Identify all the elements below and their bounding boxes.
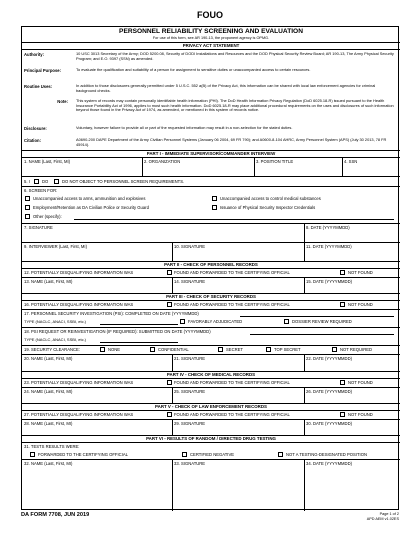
item12-label: 12. POTENTIALLY DISQUALIFYING INFORMATION WAS — [24, 270, 134, 275]
name-20[interactable]: 20. NAME (Last, First, MI) — [24, 356, 73, 361]
item23-label: 23. POTENTIALLY DISQUALIFYING INFORMATION WAS — [24, 380, 134, 385]
signature-29[interactable]: 29. SIGNATURE — [174, 421, 206, 426]
clearance-not-required: NOT REQUIRED — [340, 347, 373, 352]
note-label: Note: — [57, 99, 68, 104]
p4-not-found-checkbox[interactable] — [340, 380, 345, 385]
secret-checkbox[interactable] — [218, 347, 223, 352]
p2-not-found-checkbox[interactable] — [340, 270, 345, 275]
item16-label: 16. POTENTIALLY DISQUALIFYING INFORMATION WAS — [24, 302, 134, 307]
name-24[interactable]: 24. NAME (Last, First, MI) — [24, 389, 73, 394]
note-text: This system of records may contain personally identifiable health information (PHI). The DoD Health Information Privacy Regulation (DoD 6025.18-R) issued pursuant to the Health Insurance Portability Act of 1996, applies to most such health information. DoD 6025.18-R may place additional procedural requirements on the uses and disclosures of such information beyond those found in the Privacy Act of 1974, as amended, or mentioned in this system of records notice. — [76, 98, 394, 113]
signature-10[interactable]: 10. SIGNATURE — [174, 244, 206, 249]
divider — [304, 242, 305, 261]
fouo-marking: FOUO — [197, 10, 223, 20]
date-11[interactable]: 11. DATE (YYYYMMDD) — [306, 244, 352, 249]
psi-date-field[interactable] — [240, 316, 394, 317]
signature-14[interactable]: 14. SIGNATURE — [174, 279, 206, 284]
divider — [22, 268, 400, 269]
divider — [304, 387, 305, 403]
opt-credentials: Issuance of Physical Security Inspector Credentials — [220, 205, 316, 210]
forwarded-label: FORWARDED TO THE CERTIFYING OFFICIAL — [38, 452, 128, 457]
not-required-checkbox[interactable] — [332, 347, 337, 352]
medical-checkbox[interactable] — [212, 196, 217, 201]
date-15[interactable]: 15. DATE (YYYYMMDD) — [306, 279, 352, 284]
p3-not-found: NOT FOUND — [348, 302, 373, 307]
favorably-label: FAVORABLY ADJUDICATED — [188, 319, 243, 324]
item17-type: TYPE (NACLC, ANACI, SSBI, etc.) — [24, 319, 87, 324]
item17-label: 17. PERSONNEL SECURITY INVESTIGATION (PSI): COMPLETED ON DATE (YYYYMMDD) — [24, 311, 199, 316]
date-34[interactable]: 34. DATE (YYYYMMDD) — [306, 461, 352, 466]
divider — [22, 277, 400, 278]
divider — [172, 459, 173, 511]
name-32[interactable]: 32. NAME (Last, First, MI) — [24, 461, 73, 466]
do-not-checkbox[interactable] — [54, 179, 59, 184]
divider — [22, 419, 400, 420]
divider — [304, 223, 305, 242]
other-specify-field[interactable] — [74, 219, 394, 220]
part6-heading: PART VI - RESULTS OF RANDOM / DIRECTED DRUG TESTING — [146, 436, 276, 441]
p5-not-found-checkbox[interactable] — [340, 412, 345, 417]
citation-label: Citation: — [24, 138, 41, 143]
forwarded-checkbox[interactable] — [30, 452, 35, 457]
psi-type-field[interactable] — [100, 324, 178, 325]
signature-33[interactable]: 33. SIGNATURE — [174, 461, 206, 466]
item5-prefix: 5. I — [24, 179, 30, 184]
p3-not-found-checkbox[interactable] — [340, 302, 345, 307]
favorably-checkbox[interactable] — [180, 319, 185, 324]
psi-request-type-field[interactable] — [100, 342, 178, 343]
form-frame — [21, 26, 399, 510]
name-28[interactable]: 28. NAME (Last, First, MI) — [24, 421, 73, 426]
version: APD AEM v1.02ES — [366, 516, 399, 521]
divider — [254, 157, 255, 176]
divider — [22, 410, 400, 411]
divider — [22, 354, 400, 355]
divider — [172, 354, 173, 371]
p4-found-checkbox[interactable] — [167, 380, 172, 385]
divider — [22, 378, 400, 379]
divider — [22, 387, 400, 388]
p3-found-checkbox[interactable] — [167, 302, 172, 307]
divider — [172, 387, 173, 403]
date-8[interactable]: 8. DATE (YYYYMMDD) — [306, 225, 350, 230]
dossier-label: DOSSIER REVIEW REQUIRED — [292, 319, 352, 324]
item19-label: 19. SECURITY CLEARANCE: — [24, 347, 81, 352]
clearance-secret: SECRET — [226, 347, 243, 352]
none-checkbox[interactable] — [100, 347, 105, 352]
certified-negative-checkbox[interactable] — [182, 452, 187, 457]
item18-label: 18. PSI REQUEST OR REINVESTIGATION (IF REQUIRED): SUBMITTED ON DATE (YYYYMMDD) — [24, 329, 211, 334]
part3-heading: PART III - CHECK OF SECURITY RECORDS — [166, 294, 256, 299]
do-checkbox[interactable] — [34, 179, 39, 184]
item5-do: DO — [42, 179, 49, 184]
screen-for-label: 6. SCREEN FOR: — [24, 188, 58, 193]
divider — [22, 157, 400, 158]
name-field-1[interactable]: 1. NAME (Last, First, MI) — [24, 159, 71, 164]
divider — [22, 459, 400, 460]
authority-text: 10 USC 3013 Secretary of the Army; DOD 5200.08, Security of DODI Installations and Resources and the DOD Physical Security Review Board; AR 190-13, The Army Physical Security Program; and E.O. 9397 (SSN) as amended. — [76, 51, 394, 61]
page-info — [367, 512, 399, 521]
form-title: PERSONNEL RELIABILITY SCREENING AND EVALUATION — [119, 28, 303, 35]
clearance-confidential: CONFIDENTIAL — [158, 347, 189, 352]
not-testing-checkbox[interactable] — [278, 452, 283, 457]
opt-medical: Unaccompanied access to control medical substances — [220, 196, 321, 201]
date-22[interactable]: 22. DATE (YYYYMMDD) — [306, 356, 352, 361]
clearance-top-secret: TOP SECRET — [274, 347, 301, 352]
p2-not-found: NOT FOUND — [348, 270, 373, 275]
purpose-text: To evaluate the qualification and suitability of a person for assignment to sensitive duties or unaccompanied access to certain resources. — [76, 67, 311, 72]
divider — [22, 186, 400, 187]
page-number: Page 1 of 2 — [379, 512, 399, 516]
item27-label: 27. POTENTIALLY DISQUALIFYING INFORMATION WAS — [24, 412, 134, 417]
divider — [22, 300, 400, 301]
p4-found: FOUND AND FORWARDED TO THE CERTIFYING OFFICIAL — [174, 380, 290, 385]
divider — [22, 327, 400, 328]
p5-not-found: NOT FOUND — [348, 412, 373, 417]
dossier-checkbox[interactable] — [284, 319, 289, 324]
disclosure-text: Voluntary, however failure to provide all or part of the requested information may result in a non-selection for the stated duties. — [76, 125, 293, 130]
citation-text: A0690-200 DAPE Department of the Army Civilian Personnel Systems (January 06 2004, 69 FR 790); and A0600-8-104 AHRC, Army Personnel System (APS) (July 30 2013, 78 FR 45914). — [76, 137, 387, 147]
divider — [304, 419, 305, 435]
divider — [304, 277, 305, 293]
p3-found: FOUND AND FORWARDED TO THE CERTIFYING OFFICIAL — [174, 302, 290, 307]
form-subtitle: For use of this form, see AR 190-13, the proponent agency is OPMG. — [152, 36, 270, 40]
not-testing-label: NOT A TESTING-DESIGNATED POSITION — [286, 452, 367, 457]
ssn-field[interactable]: 4. SSN — [344, 159, 358, 164]
divider — [142, 157, 143, 176]
date-26[interactable]: 26. DATE (YYYYMMDD) — [306, 389, 352, 394]
opt-arms: Unaccompanied access to arms, ammunition and explosives — [33, 196, 146, 201]
item5-text: DO NOT OBJECT TO PERSONNEL SCREEN REQUIREMENTS. — [62, 179, 185, 184]
part2-heading: PART II - CHECK OF PERSONNEL RECORDS — [164, 262, 258, 267]
civilian-police-checkbox[interactable] — [25, 205, 30, 210]
divider — [22, 223, 400, 224]
divider — [22, 242, 400, 243]
name-13[interactable]: 13. NAME (Last, First, MI) — [24, 279, 73, 284]
p5-found: FOUND AND FORWARDED TO THE CERTIFYING OFFICIAL — [174, 412, 290, 417]
divider — [172, 419, 173, 435]
part1-heading: PART I - IMMEDIATE SUPERVISOR/COMMANDER INTERVIEW — [146, 151, 276, 156]
organization-field[interactable]: 2. ORGANIZATION — [144, 159, 181, 164]
opt-other: Other (specify): — [33, 214, 62, 219]
purpose-label: Principal Purpose: — [24, 68, 61, 73]
item18-type: TYPE (NACLC, ANACI, SSBI, etc.) — [24, 337, 87, 342]
arms-checkbox[interactable] — [25, 196, 30, 201]
divider — [22, 309, 400, 310]
credentials-checkbox[interactable] — [212, 205, 217, 210]
disclosure-label: Disclosure: — [24, 126, 47, 131]
date-30[interactable]: 30. DATE (YYYYMMDD) — [306, 421, 352, 426]
signature-7[interactable]: 7. SIGNATURE — [24, 225, 53, 230]
item31-label: 31. TESTS RESULTS WERE: — [24, 444, 80, 449]
part4-heading: PART IV - CHECK OF MEDICAL RECORDS — [166, 372, 256, 377]
signature-21[interactable]: 21. SIGNATURE — [174, 356, 206, 361]
divider — [172, 242, 173, 261]
part5-heading: PART V - CHECK OF LAW ENFORCEMENT RECORDS — [155, 404, 267, 409]
interviewer-9[interactable]: 9. INTERVIEWER (Last, First, MI) — [24, 244, 87, 249]
p4-not-found: NOT FOUND — [348, 380, 373, 385]
opt-civilian: Employment/Retention as DA Civilian Police or Security Guard — [33, 205, 149, 210]
signature-25[interactable]: 25. SIGNATURE — [174, 389, 206, 394]
form-id: DA FORM 7708, JUN 2019 — [21, 512, 90, 518]
divider — [22, 345, 400, 346]
psi-request-date-field[interactable] — [250, 334, 394, 335]
divider — [22, 442, 400, 443]
routine-text: In addition to those disclosures generally permitted under 5 U.S.C. 552 a(B) of the Privacy Act, this information can be shared with local law enforcement agencies for criminal background checks. — [76, 83, 376, 93]
top-secret-checkbox[interactable] — [266, 347, 271, 352]
divider — [22, 176, 400, 177]
p5-found-checkbox[interactable] — [167, 412, 172, 417]
divider — [304, 459, 305, 511]
p2-found-checkbox[interactable] — [167, 270, 172, 275]
position-title-field[interactable]: 3. POSITION TITLE — [256, 159, 294, 164]
divider — [304, 354, 305, 371]
privacy-heading: PRIVACY ACT STATEMENT — [182, 43, 240, 48]
p2-found: FOUND AND FORWARDED TO THE CERTIFYING OFFICIAL — [174, 270, 290, 275]
certified-label: CERTIFIED NEGATIVE — [190, 452, 235, 457]
authority-label: Authority: — [24, 52, 45, 57]
clearance-none: NONE — [108, 347, 121, 352]
divider — [342, 157, 343, 176]
divider — [22, 49, 400, 50]
divider — [172, 277, 173, 293]
routine-label: Routine Uses: — [24, 84, 53, 89]
other-checkbox[interactable] — [25, 214, 30, 219]
confidential-checkbox[interactable] — [150, 347, 155, 352]
